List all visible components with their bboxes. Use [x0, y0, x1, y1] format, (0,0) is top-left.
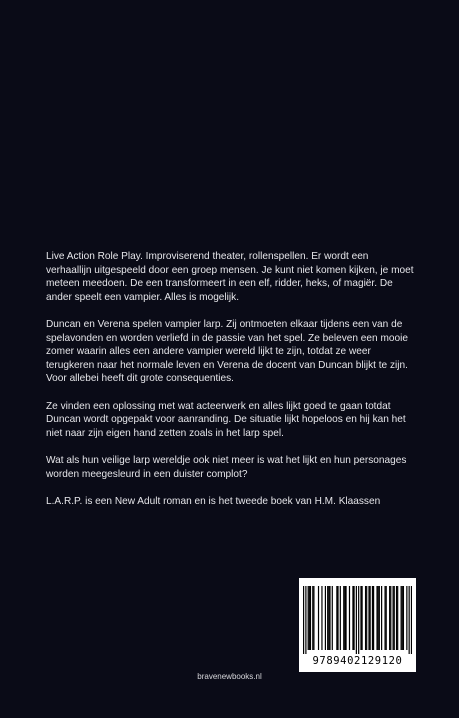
barcode-bar: [390, 586, 391, 650]
barcode-bar: [360, 586, 361, 650]
barcode-bar: [309, 586, 310, 650]
barcode-bar: [303, 586, 304, 654]
barcode-bar: [308, 586, 309, 650]
barcode-bar: [411, 586, 412, 654]
barcode-bar: [332, 586, 333, 650]
barcode-bar: [349, 586, 350, 650]
barcode-bar: [329, 586, 330, 650]
barcode-bar: [328, 586, 329, 650]
barcode-bar: [340, 586, 341, 650]
barcode-bar: [396, 586, 397, 650]
barcode-bar: [397, 586, 398, 650]
barcode-bar: [402, 586, 403, 650]
barcode-bar: [353, 586, 354, 650]
barcode-bar: [336, 586, 337, 650]
barcode-bar: [366, 586, 367, 650]
isbn-number: 9789402129120: [312, 655, 403, 667]
barcode-bar: [305, 586, 306, 654]
barcode-bar: [368, 586, 369, 650]
barcode-bar: [403, 586, 404, 650]
barcode-bar: [389, 586, 390, 650]
barcode-bar: [310, 586, 311, 650]
barcode-bar: [406, 586, 407, 650]
barcode-bar: [409, 586, 410, 654]
barcode-bar: [344, 586, 345, 650]
barcode-bar: [365, 586, 366, 650]
barcode-bar: [379, 586, 380, 650]
barcode-bar: [356, 586, 357, 654]
barcode-bar: [325, 586, 326, 650]
blurb-paragraph-story: Duncan en Verena spelen vampier larp. Zij ontmoeten elkaar tijdens een van de spelavonden en worden verliefd in de passie van het spel. Ze beleven een mooie zomer waarin alles een andere vampier wereld lijkt te zijn, totdat ze weer terugkeren naar het normale leven en Verena de docent van Duncan blijkt te zijn. Voor allebei heeft dit grote consequenties.: [46, 318, 408, 385]
barcode-bar: [372, 586, 373, 650]
blurb-paragraph-genre: L.A.R.P. is een New Adult roman en is het tweede boek van H.M. Klaassen: [46, 495, 381, 507]
barcode-bar: [345, 586, 346, 650]
barcode-bar: [381, 586, 382, 650]
blurb-paragraph-conflict: Ze vinden een oplossing met wat acteerwerk en alles lijkt goed te gaan totdat Duncan wordt opgepakt voor aanranding. De situatie lijkt hopeloos en hij kan het niet naar zijn eigen hand zetten zoals in het larp spel.: [46, 400, 406, 439]
barcode-bar: [401, 586, 402, 650]
barcode-bar: [327, 586, 328, 650]
barcode-bar: [386, 586, 387, 650]
barcode-bar: [312, 586, 313, 650]
isbn-barcode: [299, 578, 416, 672]
publisher-url: bravenewbooks.nl: [197, 672, 262, 681]
barcode-bar: [343, 586, 344, 650]
barcode-bar: [378, 586, 379, 650]
barcode-bar: [392, 586, 393, 650]
barcode-bar: [394, 586, 395, 650]
barcode-bar: [362, 586, 363, 650]
barcode-bar: [376, 586, 377, 650]
barcode-bar: [370, 586, 371, 650]
barcode-bar: [352, 586, 353, 650]
barcode-bar: [318, 586, 319, 650]
barcode-bar: [384, 586, 385, 650]
blurb-paragraph-intro: Live Action Role Play. Improviserend theater, rollenspellen. Er wordt een verhaallijn uitgespeeld door een groep mensen. Je kunt niet komen kijken, je moet meteen meedoen. De een transformeert in een elf, ridder, heks, of magiër. De ander speelt een vampier. Alles is mogelijk.: [46, 251, 414, 303]
barcode-bar: [337, 586, 338, 650]
back-cover-blurb: [46, 250, 416, 522]
barcode-bar: [313, 586, 314, 650]
barcode-bar: [321, 586, 322, 650]
barcode-bar: [373, 586, 374, 650]
barcode-bars: [303, 586, 412, 654]
blurb-paragraph-question: Wat als hun veilige larp wereldje ook niet meer is wat het lijkt en hun personages worden meegesleurd in een duister complot?: [46, 454, 407, 480]
barcode-bar: [358, 586, 359, 654]
